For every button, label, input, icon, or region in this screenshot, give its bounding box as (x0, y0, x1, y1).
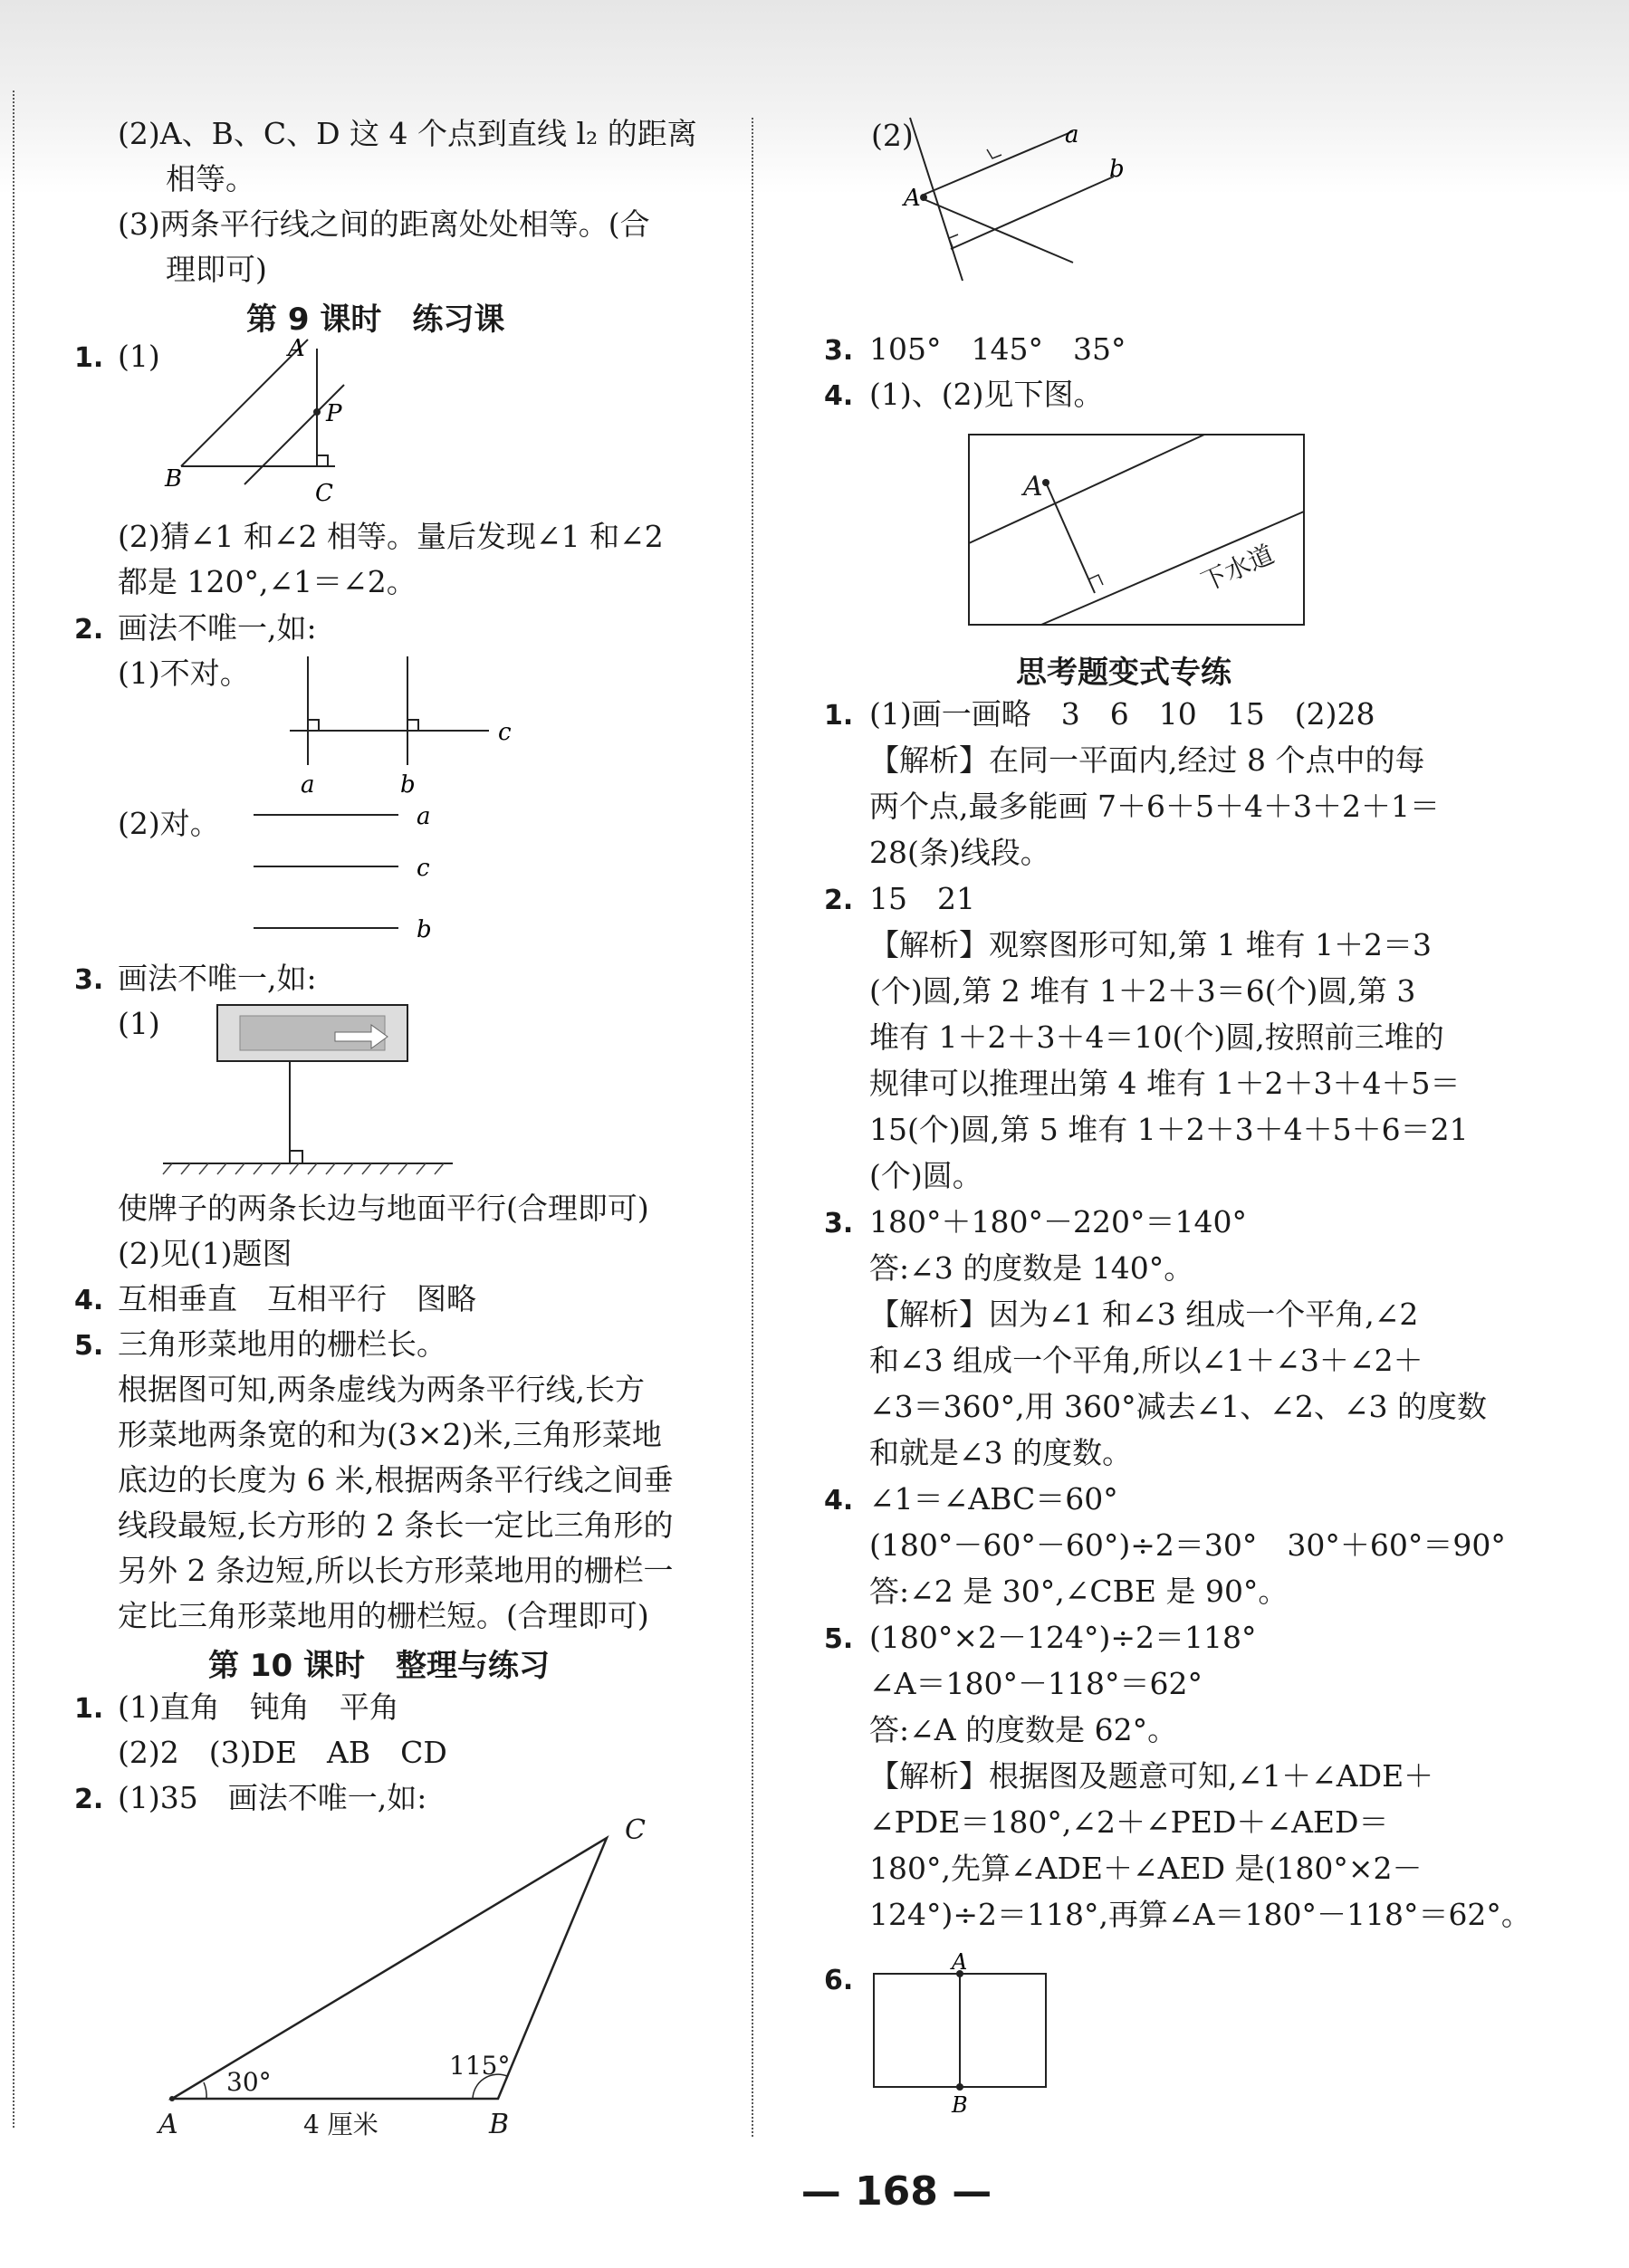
analysis-line: 两个点,最多能画 7＋6＋5＋4＋3＋2＋1＝ (869, 789, 1440, 824)
analysis-line: 和就是∠3 的度数。 (869, 1435, 1133, 1470)
analysis-line: ∠PDE＝180°,∠2＋∠PED＋∠AED＝ (869, 1804, 1389, 1840)
svg-text:b: b (1109, 156, 1125, 183)
answer-line: 15 21 (869, 881, 975, 916)
answer-line: 定比三角形菜地用的栅栏短。(合理即可) (118, 1598, 649, 1633)
answer-line: 使牌子的两条长边与地面平行(合理即可) (118, 1191, 649, 1226)
answer-line: (2)见(1)题图 (118, 1236, 292, 1271)
analysis-line: (个)圆。 (869, 1158, 982, 1193)
svg-text:a: a (1065, 121, 1079, 148)
answer-line: ∠1＝∠ABC＝60° (869, 1481, 1118, 1517)
answer-line: ∠A＝180°－118°＝62° (869, 1666, 1203, 1701)
parallel-line-figure (154, 330, 371, 512)
sign-post-figure (154, 996, 480, 1186)
analysis-line: 【解析】根据图及题意可知,∠1＋∠ADE＋ (869, 1758, 1434, 1794)
angle-label-b: 115° (449, 2051, 511, 2081)
svg-text:b: b (417, 916, 432, 943)
question-number: 4. (824, 380, 854, 412)
answer-line: 画法不唯一,如: (118, 610, 317, 646)
answer-line: (2)A、B、C、D 这 4 个点到直线 l₂ 的距离 (118, 116, 697, 151)
question-number: 6. (824, 1965, 854, 1996)
answer-line: (2)对。 (118, 806, 220, 841)
svg-text:A: A (952, 1949, 968, 1975)
question-number: 5. (824, 1623, 854, 1655)
vertex-label-a: A (158, 2109, 178, 2140)
answer-line: (1)不对。 (118, 656, 250, 691)
analysis-line: 堆有 1＋2＋3＋4＝10(个)圆,按照前三堆的 (869, 1019, 1444, 1055)
base-length-label: 4 厘米 (303, 2110, 379, 2139)
answer-line: 根据图可知,两条虚线为两条平行线,长方 (118, 1372, 645, 1407)
svg-text:A: A (288, 335, 305, 362)
drain-label: 下水道 (1196, 539, 1279, 598)
question-number: 3. (824, 1208, 854, 1239)
answer-line: 答:∠A 的度数是 62°。 (869, 1712, 1178, 1747)
question-number: 3. (74, 964, 104, 996)
answer-line: 都是 120°,∠1＝∠2。 (118, 564, 417, 599)
answer-line: (1)、(2)见下图。 (869, 377, 1104, 412)
angle-label-a: 30° (226, 2067, 272, 2097)
svg-text:P: P (326, 400, 342, 427)
svg-text:a: a (301, 771, 315, 799)
svg-text:C: C (315, 480, 333, 507)
parallel-lines-figure (244, 792, 480, 951)
analysis-line: (个)圆,第 2 堆有 1＋2＋3＝6(个)圆,第 3 (869, 973, 1416, 1009)
svg-text:B: B (952, 2092, 968, 2118)
question-number: 3. (824, 335, 854, 367)
answer-line: (1)画一画略 3 6 10 15 (2)28 (869, 696, 1375, 732)
question-number: 1. (74, 342, 104, 374)
page-number: — 168 — (800, 2168, 992, 2215)
answer-line: 互相垂直 互相平行 图略 (118, 1281, 476, 1316)
analysis-line: 180°,先算∠ADE＋∠AED 是(180°×2－ (869, 1851, 1423, 1886)
answer-line: (2)2 (3)DE AB CD (118, 1735, 447, 1770)
svg-text:b: b (400, 771, 416, 799)
perpendicular-lines-figure (272, 647, 543, 797)
svg-text:c: c (498, 719, 512, 746)
answer-line: (180°－60°－60°)÷2＝30° 30°＋60°＝90° (869, 1527, 1506, 1563)
answer-line: 180°＋180°－220°＝140° (869, 1204, 1247, 1239)
question-number: 1. (824, 700, 854, 732)
section-heading-lesson-9: 第 9 课时 练习课 (246, 301, 505, 338)
vertex-label-c: C (625, 1814, 646, 1846)
answer-line: (180°×2－124°)÷2＝118° (869, 1620, 1257, 1655)
answer-line: 线段最短,长方形的 2 条长一定比三角形的 (118, 1507, 674, 1543)
sub-label: (2) (871, 118, 914, 153)
perpendicular-through-point-figure (906, 113, 1141, 285)
analysis-line: 15(个)圆,第 5 堆有 1＋2＋3＋4＋5＋6＝21 (869, 1112, 1469, 1147)
svg-text:a: a (417, 803, 431, 830)
vertex-label-b: B (489, 2109, 510, 2140)
section-heading-lesson-10: 第 10 课时 整理与练习 (208, 1648, 550, 1684)
analysis-line: ∠3＝360°,用 360°减去∠1、∠2、∠3 的度数 (869, 1389, 1488, 1424)
analysis-line: 【解析】观察图形可知,第 1 堆有 1＋2＝3 (869, 927, 1432, 962)
answer-line: 理即可) (166, 252, 267, 287)
column-divider (752, 118, 753, 2137)
sub-label: (1) (118, 1006, 160, 1041)
sub-label: (1) (118, 339, 160, 374)
answer-line: 另外 2 条边短,所以长方形菜地用的栅栏一 (118, 1553, 674, 1588)
answer-line: 形菜地两条宽的和为(3×2)米,三角形菜地 (118, 1417, 662, 1452)
question-number: 4. (824, 1485, 854, 1517)
question-number: 5. (74, 1330, 104, 1362)
svg-text:A: A (904, 185, 921, 212)
question-number: 2. (74, 1784, 104, 1815)
answer-line: (2)猜∠1 和∠2 相等。量后发现∠1 和∠2 (118, 519, 664, 554)
question-number: 4. (74, 1285, 104, 1316)
analysis-line: 28(条)线段。 (869, 835, 1050, 870)
answer-line: 画法不唯一,如: (118, 961, 317, 996)
answer-line: 105° 145° 35° (869, 331, 1126, 367)
square-ab-figure (865, 1951, 1082, 2137)
svg-text:c: c (417, 855, 430, 882)
drain-figure (960, 426, 1322, 634)
answer-line: (1)直角 钝角 平角 (118, 1689, 399, 1725)
point-label-a: A (1023, 471, 1043, 502)
question-number: 1. (74, 1693, 104, 1725)
answer-line: (1)35 画法不唯一,如: (118, 1780, 427, 1815)
analysis-line: 【解析】在同一平面内,经过 8 个点中的每 (869, 742, 1425, 778)
analysis-line: 【解析】因为∠1 和∠3 组成一个平角,∠2 (869, 1297, 1419, 1332)
answer-line: 相等。 (166, 161, 255, 196)
svg-text:B: B (165, 465, 183, 493)
answer-line: 三角形菜地用的栅栏长。 (118, 1326, 446, 1362)
answer-line: (3)两条平行线之间的距离处处相等。(合 (118, 206, 650, 242)
analysis-line: 和∠3 组成一个平角,所以∠1＋∠3＋∠2＋ (869, 1343, 1423, 1378)
answer-line: 答:∠3 的度数是 140°。 (869, 1250, 1194, 1286)
question-number: 2. (74, 614, 104, 646)
section-heading-thinking-exercises: 思考题变式专练 (1016, 655, 1231, 691)
analysis-line: 规律可以推理出第 4 堆有 1＋2＋3＋4＋5＝ (869, 1066, 1461, 1101)
page-number-value: 168 (855, 2168, 938, 2215)
analysis-line: 124°)÷2＝118°,再算∠A＝180°－118°＝62°。 (869, 1897, 1531, 1932)
answer-line: 底边的长度为 6 米,根据两条平行线之间垂 (118, 1462, 674, 1498)
answer-line: 答:∠2 是 30°,∠CBE 是 90°。 (869, 1574, 1289, 1609)
left-margin-line (13, 91, 14, 2128)
question-number: 2. (824, 885, 854, 916)
